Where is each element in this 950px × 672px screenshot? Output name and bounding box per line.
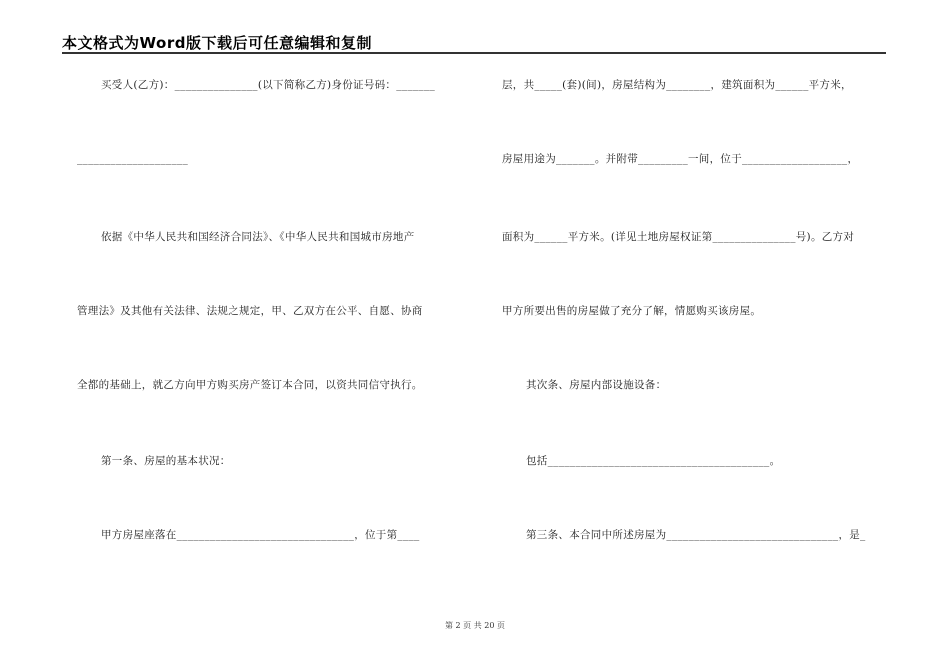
page-number-footer: 第 2 页 共 20 页 — [445, 621, 505, 630]
basis-paragraph-line-2: 管理法》及其他有关法律、法规之规定，甲、乙双方在公平、自愿、协商 — [77, 305, 423, 317]
property-usage-line: 房屋用途为_______。并附带_________一间，位于___________________， — [502, 153, 859, 165]
basis-paragraph-line-1: 依据《中华人民共和国经济合同法》、《中华人民共和国城市房地产 — [101, 231, 415, 243]
buyer-acknowledgement-line: 甲方所要出售的房屋做了充分了解，情愿购买该房屋。 — [502, 305, 762, 317]
id-number-continuation: ____________________ — [77, 153, 188, 165]
property-structure-line: 层，共_____(套)(间)，房屋结构为________，建筑面积为______平方米， — [502, 79, 852, 91]
property-location-line: 甲方房屋座落在________________________________，位于第____ — [101, 529, 420, 541]
article-3-line: 第三条、本合同中所述房屋为_______________________________，是_ — [526, 529, 866, 541]
buyer-line: 买受人(乙方)：_______________(以下简称乙方)身份证号码：_______ — [101, 79, 436, 91]
facilities-line: 包括________________________________________。 — [526, 455, 781, 467]
header-title: 本文格式为Word版下载后可任意编辑和复制 — [62, 34, 372, 52]
left-column — [77, 0, 463, 672]
land-certificate-line: 面积为______平方米。(详见土地房屋权证第_______________号)。乙方对 — [502, 231, 855, 243]
basis-paragraph-line-3: 全都的基础上，就乙方向甲方购买房产签订本合同，以资共同信守执行。 — [77, 379, 423, 391]
article-1-heading: 第一条、房屋的基本状况： — [101, 455, 231, 467]
right-column — [502, 0, 886, 672]
article-2-heading: 其次条、房屋内部设施设备： — [526, 379, 667, 391]
